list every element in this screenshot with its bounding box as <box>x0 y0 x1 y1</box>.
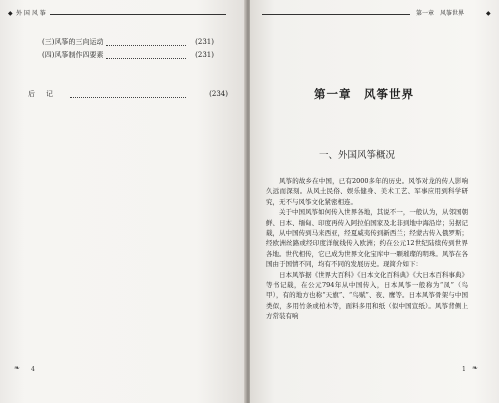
toc-entry-title: (四)风筝制作四要素 <box>42 51 104 59</box>
running-head-rule <box>262 14 410 15</box>
leader-dots <box>70 92 186 98</box>
left-running-head: 外 国 风 筝 <box>16 10 46 17</box>
left-page <box>0 0 246 403</box>
right-running-head: 第一章 风筝世界 <box>416 10 465 17</box>
toc-entry-title: (三)风筝的三向运动 <box>42 38 104 46</box>
toc-entry-title: 后记 <box>28 90 64 98</box>
left-page-number: 4 <box>31 366 35 373</box>
running-head-ornament-icon: ◆ <box>8 10 13 17</box>
leader-dots <box>106 40 186 46</box>
paragraph: 日本风筝据《世界大百科》《日本文化百科典》《大日本百科事典》等书记载，在公元794年从中国传入，日本风筝一般称为“凤”（鸟甲），有的地方也称“天旗”、“鸟赋”、夜、鹰等。日本风筝骨架与中国类似，多用竹条或柏木等，面料多用和纸（似中国宣纸）。风筝背侧上方常装有响 <box>266 270 468 321</box>
paragraph: 关于中国风筝如何传入世界各地，其说不一，一般认为，从邻国朝鲜、日本、缅甸、印度再传入阿拉伯国家及北非到地中海沿岸；另据记载，从中国传到马来西亚，经夏威夷传到新西兰；经蒙古传入俄罗斯；经欧洲丝路或经印度洋航线传入欧洲；约在公元12世纪陆续传到世界各地。世代相传，它已成为世界文化宝库中一颗璀璨的明珠。风筝在各国由于国情不同，均有不同的发展历史。现简介如下： <box>266 208 468 269</box>
toc-entry[interactable] <box>42 36 214 49</box>
folio-ornament-icon: ❧ <box>472 364 478 372</box>
toc-entry-page: (231) <box>195 51 214 59</box>
section-title: 一、外国风筝概况 <box>319 150 396 161</box>
paragraph: 风筝的故乡在中国，已有2000多年的历史。风筝对龙的传人影响久远而深刻。从风土民俗、娱乐健身、美术工艺、军事应用到科学研究，无不与风筝文化紧密相连。 <box>266 177 468 206</box>
toc-entry[interactable] <box>42 49 214 62</box>
toc-entry-page: (234) <box>209 90 228 98</box>
running-head-rule <box>50 14 226 15</box>
toc-entry-page: (231) <box>195 38 214 46</box>
running-head-ornament-icon: ◆ <box>486 10 491 17</box>
folio-ornament-icon: ❧ <box>14 364 20 372</box>
table-of-contents <box>28 36 228 101</box>
body-text <box>266 176 468 322</box>
chapter-title: 第一章 风筝世界 <box>314 87 414 101</box>
leader-dots <box>106 53 186 59</box>
right-page-number: 1 <box>462 366 466 373</box>
toc-entry-postscript[interactable] <box>28 88 228 101</box>
